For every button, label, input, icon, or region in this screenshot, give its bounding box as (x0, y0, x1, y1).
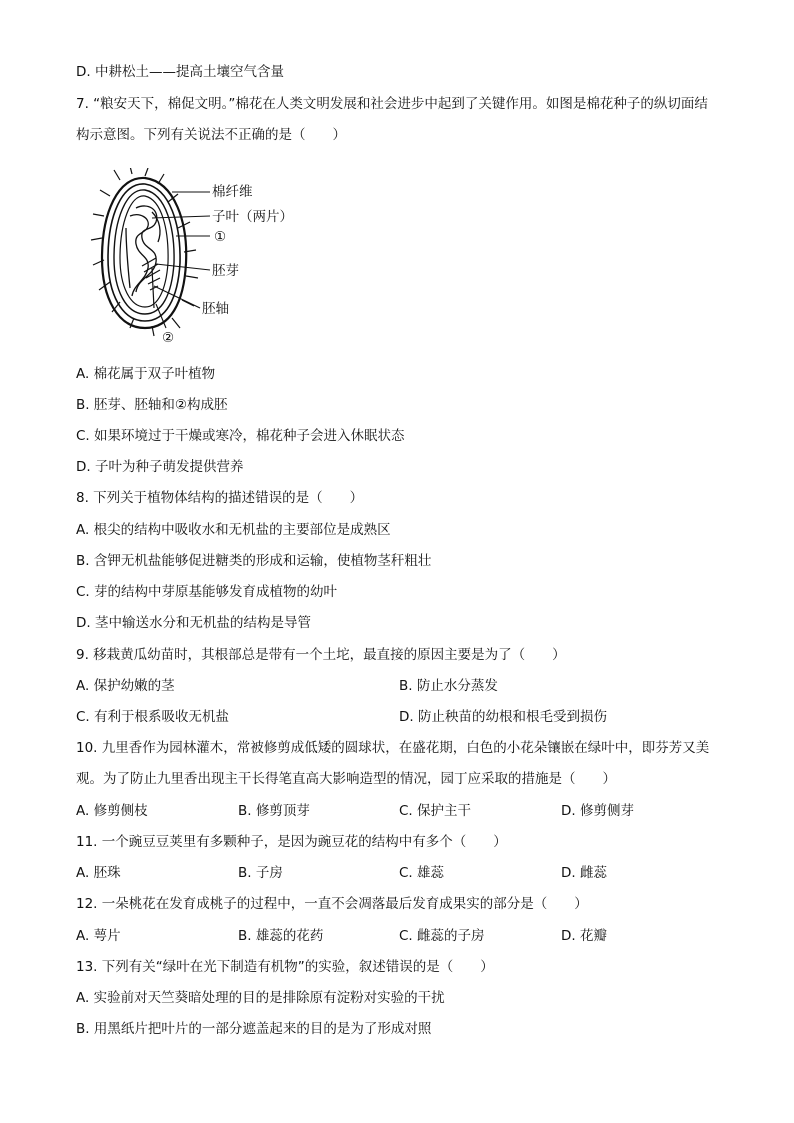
q10-stem: 10. 九里香作为园林灌木，常被修剪成低矮的圆球状，在盛花期，白色的小花朵镶嵌在绿叶中，即芬芳又美观。为了防止九里香出现主干长得笔直高大影响造型的情况，园丁应采取的措施是（ ） (76, 740, 710, 787)
q10-option-c: C. 保护主干 (399, 803, 472, 819)
q11-option-c: C. 雄蕊 (399, 865, 445, 881)
label-part-2: ② (162, 330, 175, 346)
q7-option-c: C. 如果环境过于干燥或寒冷，棉花种子会进入休眠状态 (76, 428, 405, 444)
label-plumule: 胚芽 (212, 263, 239, 279)
q8-option-d: D. 茎中输送水分和无机盐的结构是导管 (76, 615, 311, 631)
q10-option-a: A. 修剪侧枝 (76, 803, 148, 819)
label-hypocotyl: 胚轴 (202, 301, 229, 317)
q8-stem: 8. 下列关于植物体结构的描述错误的是（ ） (76, 490, 364, 506)
q12-option-a: A. 萼片 (76, 928, 121, 944)
q9-option-b: B. 防止水分蒸发 (399, 678, 498, 694)
q10-option-b: B. 修剪顶芽 (238, 803, 310, 819)
q11-option-d: D. 雌蕊 (561, 865, 607, 881)
cotton-fiber-hairs (91, 168, 198, 336)
cotyledon-folds (126, 206, 160, 296)
q6-option-d: D. 中耕松土——提高土壤空气含量 (76, 64, 284, 80)
q7-stem: 7. “粮安天下，棉促文明。”棉花在人类文明发展和社会进步中起到了关键作用。如图是棉花种子的纵切面结构示意图。下列有关说法不正确的是（ ） (76, 96, 708, 143)
seed-coat-layers (102, 178, 186, 328)
label-cotyledon: 子叶（两片） (212, 209, 293, 225)
cotton-seed-diagram (90, 168, 310, 348)
q13-option-a: A. 实验前对天竺葵暗处理的目的是排除原有淀粉对实验的干扰 (76, 990, 445, 1006)
q11-option-a: A. 胚珠 (76, 865, 121, 881)
q8-option-a: A. 根尖的结构中吸收水和无机盐的主要部位是成熟区 (76, 522, 391, 538)
q8-option-b: B. 含钾无机盐能够促进糖类的形成和运输，使植物茎秆粗壮 (76, 553, 432, 569)
q12-option-b: B. 雄蕊的花药 (238, 928, 324, 944)
q9-option-c: C. 有利于根系吸收无机盐 (76, 709, 230, 725)
q7-option-b: B. 胚芽、胚轴和②构成胚 (76, 397, 228, 413)
q8-option-c: C. 芽的结构中芽原基能够发育成植物的幼叶 (76, 584, 338, 600)
q10-option-d: D. 修剪侧芽 (561, 803, 634, 819)
q7-option-a: A. 棉花属于双子叶植物 (76, 366, 216, 382)
q13-stem: 13. 下列有关“绿叶在光下制造有机物”的实验，叙述错误的是（ ） (76, 959, 494, 975)
label-cotton-fiber: 棉纤维 (212, 184, 253, 200)
label-part-1: ① (214, 229, 227, 245)
q11-stem: 11. 一个豌豆豆荚里有多颗种子，是因为豌豆花的结构中有多个（ ） (76, 834, 507, 850)
q12-option-d: D. 花瓣 (561, 928, 607, 944)
q13-option-b: B. 用黑纸片把叶片的一部分遮盖起来的目的是为了形成对照 (76, 1021, 432, 1037)
q9-stem: 9. 移栽黄瓜幼苗时，其根部总是带有一个土坨，最直接的原因主要是为了（ ） (76, 647, 566, 663)
q9-option-a: A. 保护幼嫩的茎 (76, 678, 175, 694)
q12-option-c: C. 雌蕊的子房 (399, 928, 485, 944)
q9-option-d: D. 防止秧苗的幼根和根毛受到损伤 (399, 709, 607, 725)
q12-stem: 12. 一朵桃花在发育成桃子的过程中，一直不会凋落最后发育成果实的部分是（ ） (76, 896, 588, 912)
q11-option-b: B. 子房 (238, 865, 283, 881)
q7-option-d: D. 子叶为种子萌发提供营养 (76, 459, 244, 475)
